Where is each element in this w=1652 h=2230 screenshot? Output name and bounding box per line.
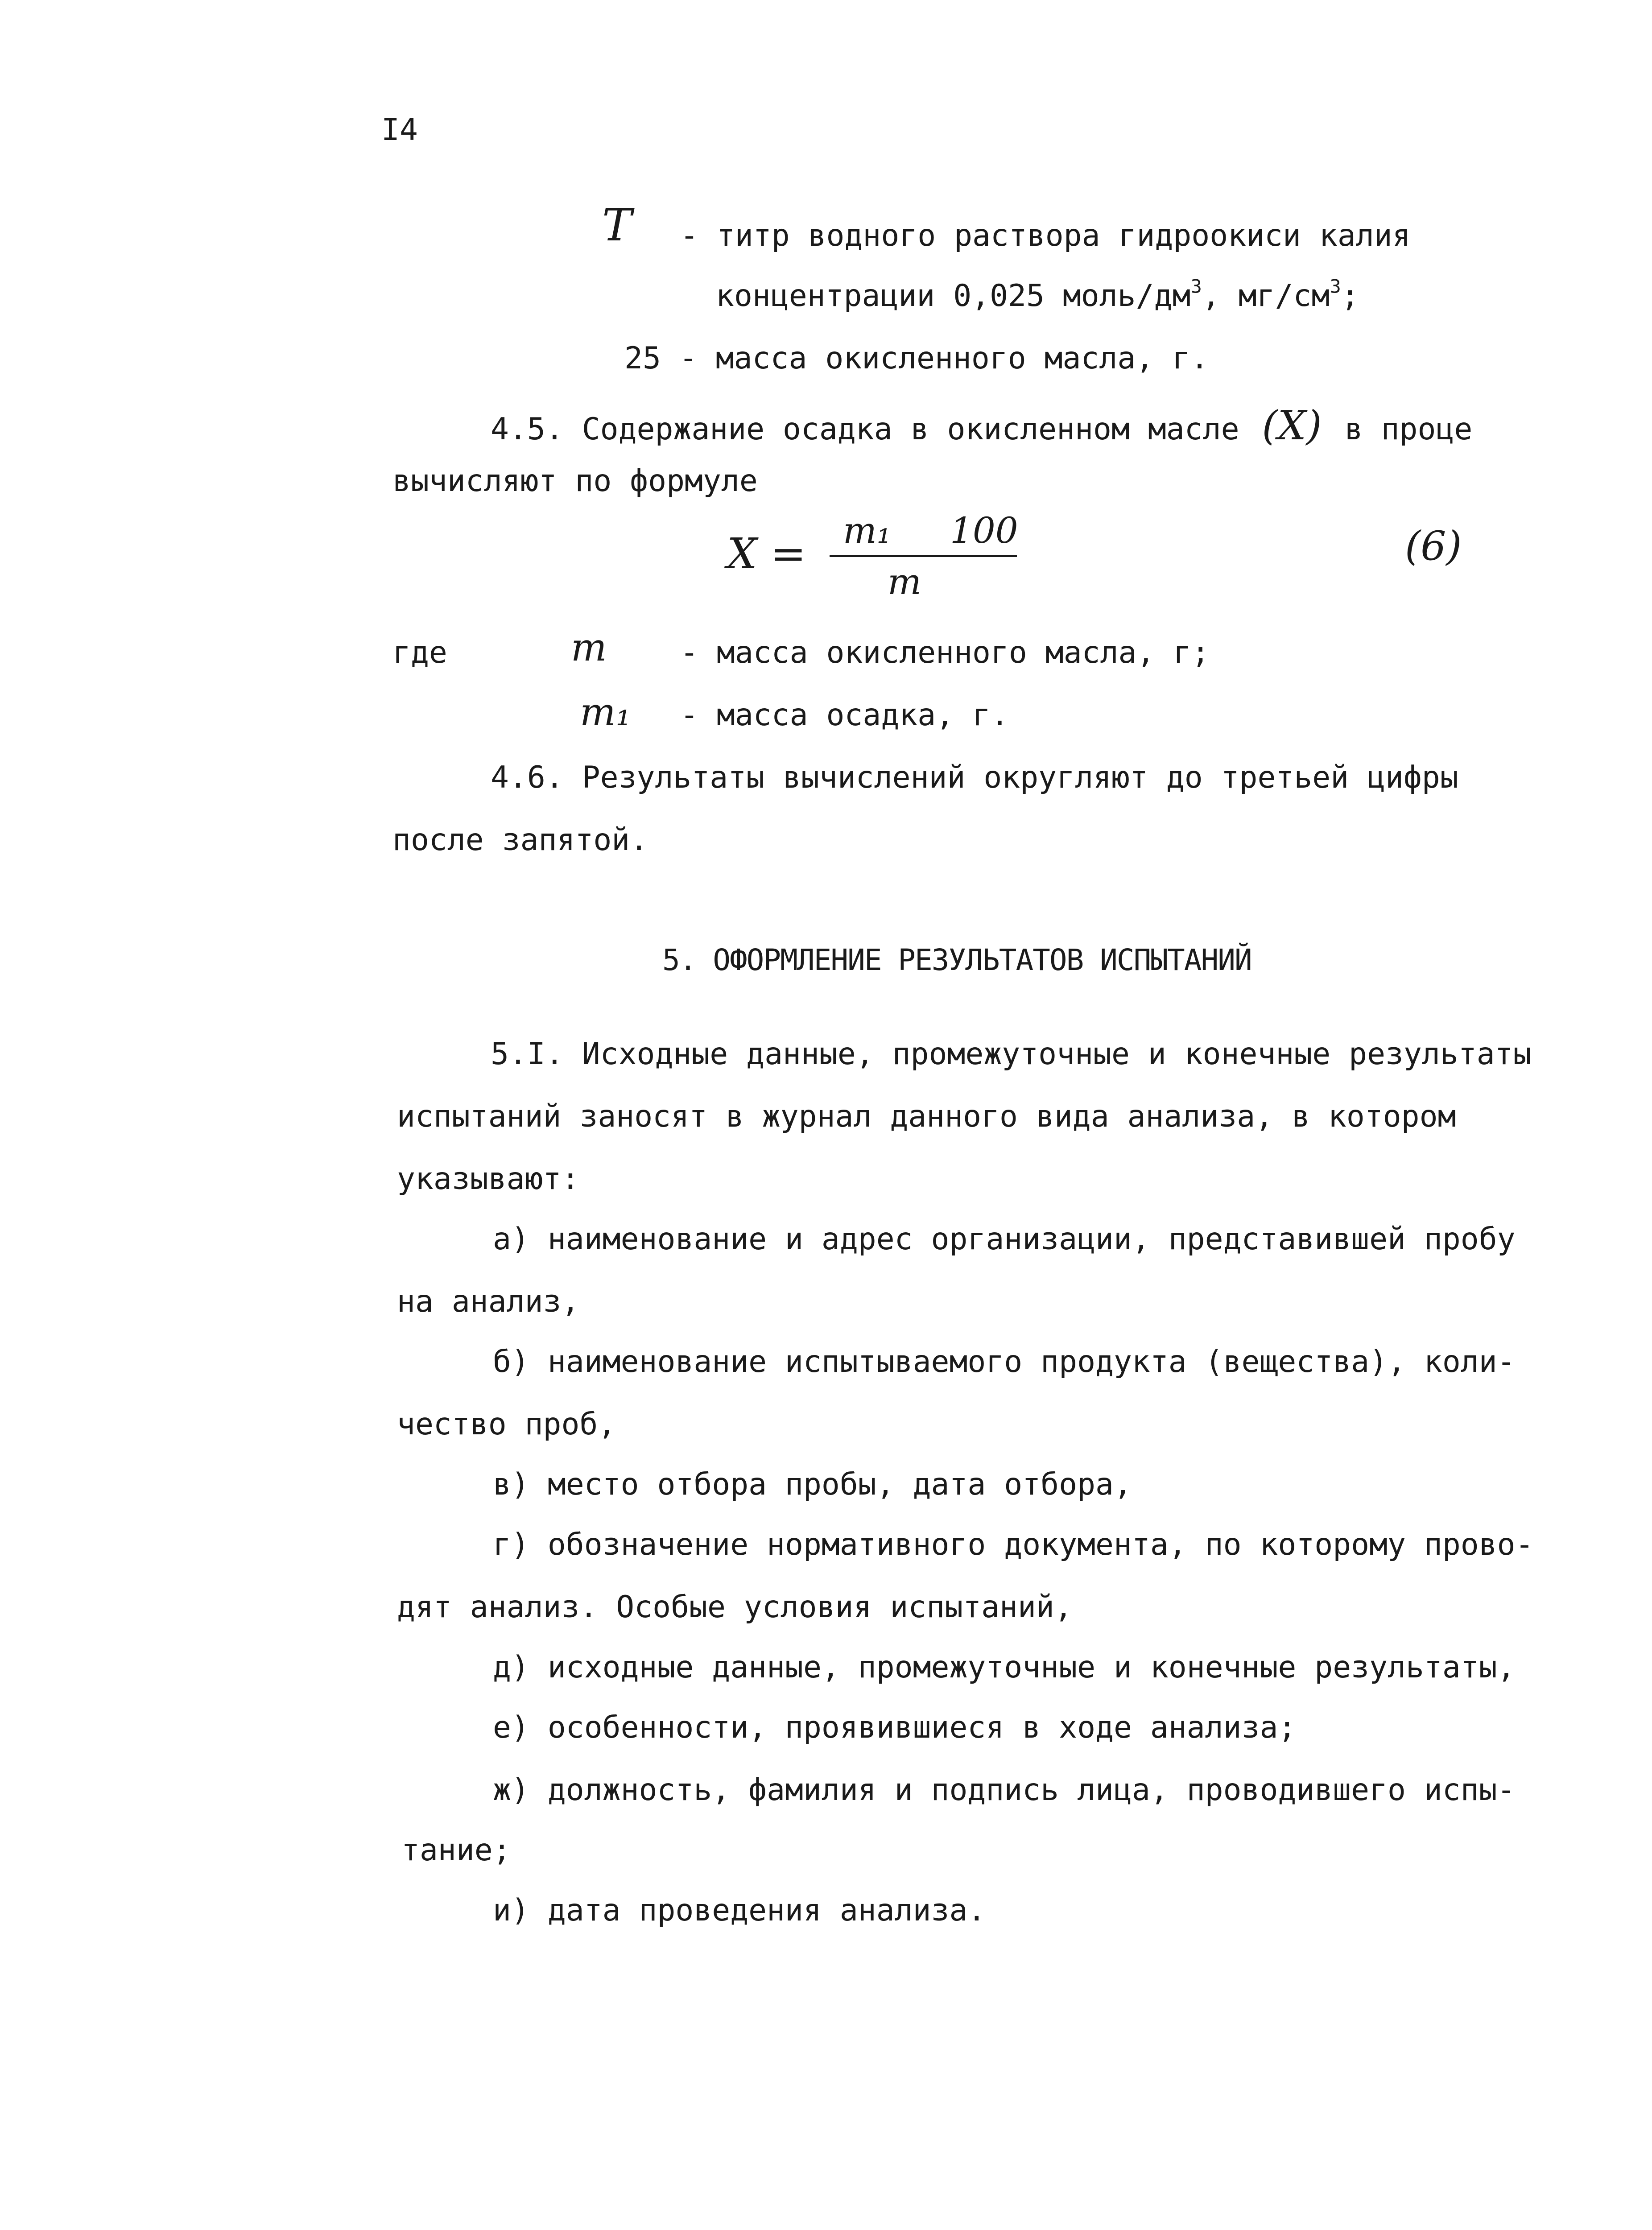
formula-number: (6): [1405, 523, 1462, 570]
symbol-T: T: [602, 199, 632, 251]
where-symbol-m1: m₁: [580, 690, 631, 735]
list-item-e: е) особенности, проявившиеся в ходе анализа;: [493, 1710, 1297, 1745]
where-def-m1: - масса осадка, г.: [680, 698, 1009, 733]
formula-numerator-100: 100: [950, 510, 1018, 551]
list-item-b-line2: чество проб,: [397, 1407, 616, 1442]
para-4-5-line1: 4.5. Содержание осадка в окисленном масле (X) в проце: [491, 402, 1473, 449]
list-item-zh-line1: ж) должность, фамилия и подпись лица, проводившего испы-: [493, 1772, 1516, 1808]
list-item-g-line1: г) обозначение нормативного документа, по которому прово-: [493, 1527, 1534, 1562]
where-def-m: - масса окисленного масла, г;: [680, 635, 1210, 670]
list-item-d: д) исходные данные, промежуточные и конечные результаты,: [493, 1650, 1516, 1685]
section-5-heading: 5. ОФОРМЛЕНИЕ РЕЗУЛЬТАТОВ ИСПЫТАНИЙ: [662, 943, 1251, 977]
formula-numerator-m1: m₁: [843, 510, 891, 551]
list-item-b-line1: б) наименование испытываемого продукта (вещества), коли-: [493, 1344, 1516, 1379]
list-item-g-line2: дят анализ. Особые условия испытаний,: [397, 1590, 1073, 1625]
para-5-1-line3: указывают:: [397, 1161, 580, 1197]
where-symbol-m: m: [571, 626, 607, 670]
where-label: где: [392, 635, 447, 670]
formula-lhs: X =: [727, 529, 806, 578]
list-item-i: и) дата проведения анализа.: [493, 1893, 986, 1928]
para-5-1-line2: испытаний заносят в журнал данного вида анализа, в котором: [397, 1099, 1456, 1134]
list-item-a-line1: а) наименование и адрес организации, представившей пробу: [493, 1222, 1516, 1257]
list-item-a-line2: на анализ,: [397, 1284, 580, 1319]
formula-fraction-bar: [830, 555, 1017, 557]
def-T-line1: - титр водного раствора гидроокиси калия: [680, 218, 1411, 253]
para-4-5-line2: вычисляют по формуле: [392, 463, 758, 499]
page-number: I4: [381, 112, 418, 148]
para-4-6-line2: после запятой.: [392, 822, 648, 858]
para-5-1-line1: 5.I. Исходные данные, промежуточные и конечные результаты: [491, 1037, 1532, 1072]
list-item-zh-line2: тание;: [401, 1833, 511, 1868]
def-T-line2: концентрации 0,025 моль/$дм^3$, $мг/см^3$;: [716, 275, 1359, 314]
formula-denominator: m: [888, 561, 921, 603]
def-25: 25 - масса окисленного масла, г.: [624, 341, 1209, 376]
para-4-6-line1: 4.6. Результаты вычислений округляют до третьей цифры: [491, 760, 1458, 795]
list-item-v: в) место отбора пробы, дата отбора,: [493, 1467, 1132, 1502]
